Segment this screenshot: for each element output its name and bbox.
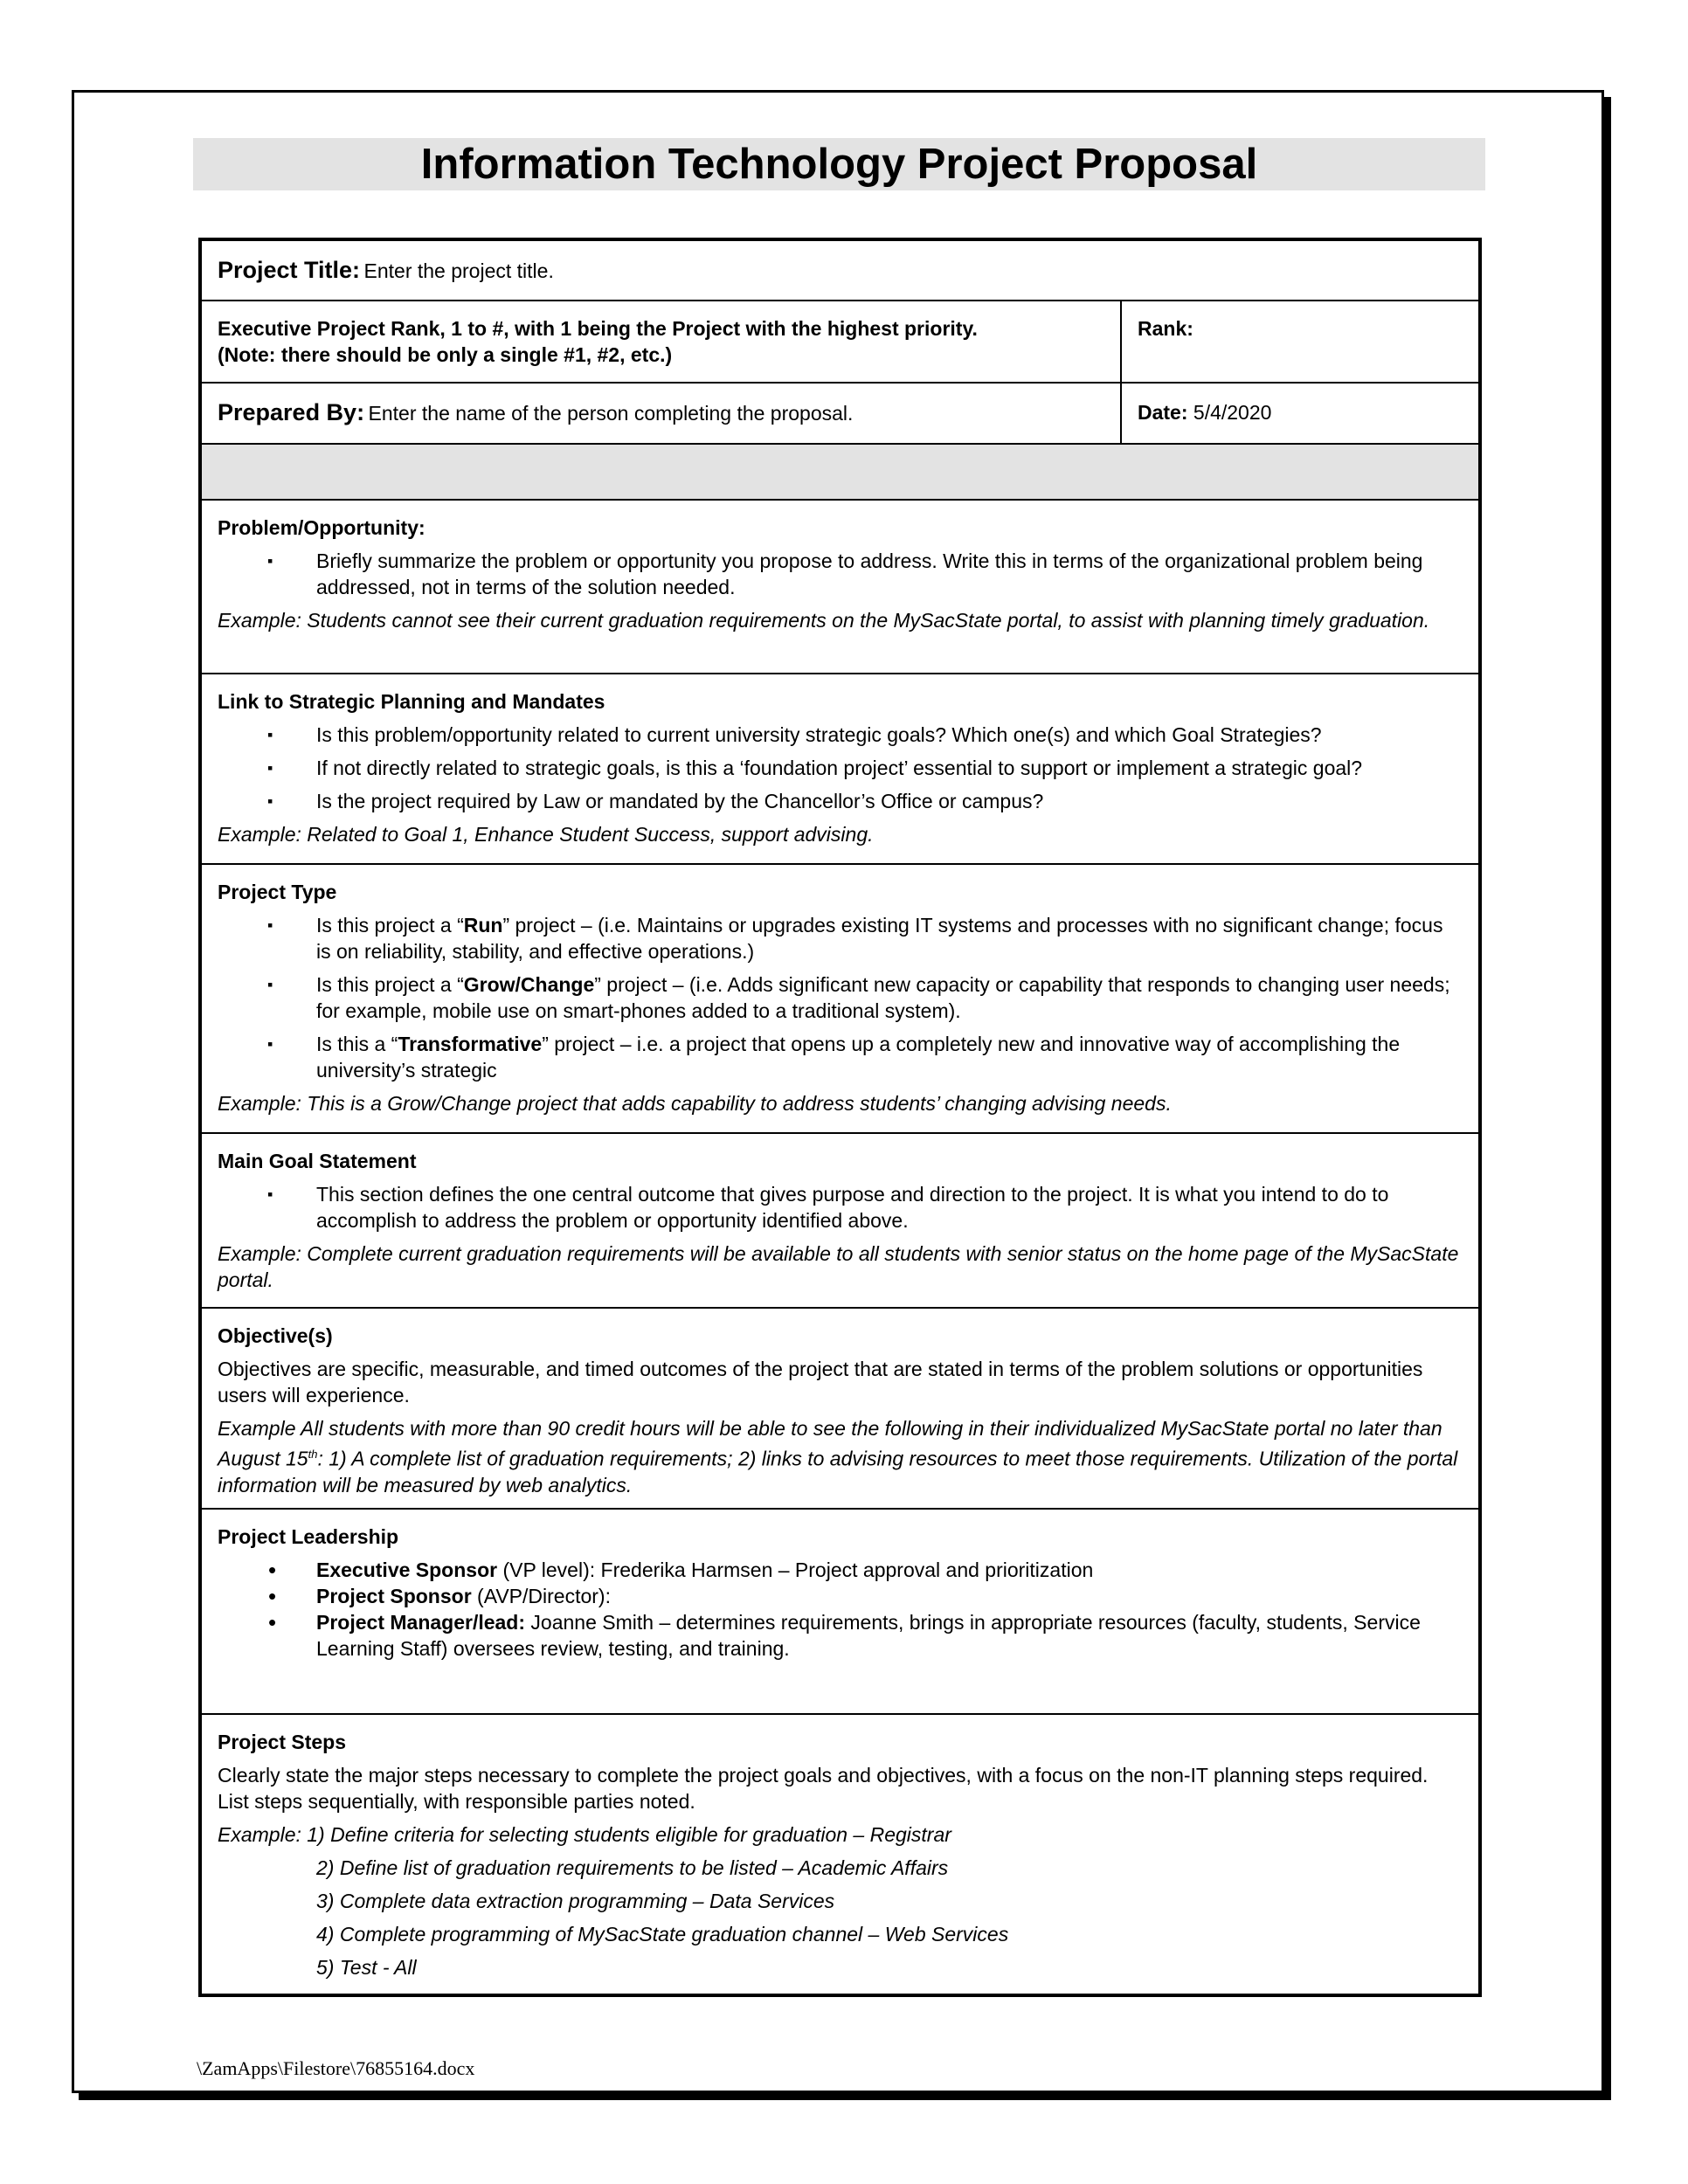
project-type-example: Example: This is a Grow/Change project that adds capability to address students’ changing advising needs. — [218, 1092, 1172, 1115]
gray-divider-row — [202, 445, 1478, 501]
steps-section — [202, 1715, 1478, 1994]
steps-list — [218, 1821, 1463, 1980]
problem-heading: Problem/Opportunity: — [218, 516, 425, 539]
strategic-example: Example: Related to Goal 1, Enhance Student Success, support advising. — [218, 823, 874, 846]
page-title: Information Technology Project Proposal — [420, 141, 1258, 188]
step-4: 4) Complete programming of MySacState graduation channel – Web Services — [316, 1923, 1009, 1946]
strategic-bullet-3: ▪ Is the project required by Law or mandated by the Chancellor’s Office or campus? — [218, 788, 1463, 814]
objectives-example: Example All students with more than 90 credit hours will be able to see the following in their individualized MySacState portal no later than August 15th: 1) A complete list of graduation requirements; 2) links to advising resources to meet those requirements. Utilization of the portal information will be measured by web analytics. — [218, 1417, 1458, 1496]
footer-file-path: \ZamApps\Filestore\76855164.docx — [197, 2057, 475, 2079]
problem-bullet-1: ▪ Briefly summarize the problem or opportunity you propose to address. Write this in terms of the organizational problem being addressed, not in terms of the solution needed. — [218, 548, 1463, 600]
goal-heading: Main Goal Statement — [218, 1150, 417, 1172]
project-type-heading: Project Type — [218, 881, 337, 903]
goal-section — [202, 1134, 1478, 1309]
steps-heading: Project Steps — [218, 1731, 346, 1753]
problem-example: Example: Students cannot see their current graduation requirements on the MySacState portal, to assist with planning timely graduation. — [218, 609, 1430, 632]
problem-section — [202, 501, 1478, 674]
leadership-heading: Project Leadership — [218, 1525, 399, 1548]
project-title-value[interactable]: Enter the project title. — [363, 259, 554, 282]
rank-row — [202, 301, 1478, 384]
leadership-section — [202, 1510, 1478, 1715]
project-title-row — [202, 241, 1478, 301]
title-bar — [193, 138, 1485, 190]
project-type-bullet-run: ▪ Is this project a “Run” project – (i.e. Maintains or upgrades existing IT systems and processes with no significant change; focus is on reliability, stability, and effective operations.) — [218, 912, 1463, 964]
leadership-project-sponsor: • Project Sponsor (AVP/Director): — [218, 1583, 1463, 1609]
strategic-bullet-1: ▪ Is this problem/opportunity related to current university strategic goals? Which one(s) and which Goal Strategies? — [218, 722, 1463, 748]
strategic-bullet-2: ▪ If not directly related to strategic goals, is this a ‘foundation project’ essential to support or implement a strategic goal? — [218, 755, 1463, 781]
step-3: 3) Complete data extraction programming – Data Services — [316, 1890, 835, 1912]
rank-cell[interactable] — [1120, 301, 1478, 382]
strategic-section — [202, 674, 1478, 865]
date-value: 5/4/2020 — [1193, 401, 1272, 424]
steps-text: Clearly state the major steps necessary to complete the project goals and objectives, with a focus on the non-IT planning steps required. List steps sequentially, with responsible parties noted. — [218, 1764, 1429, 1813]
project-type-section — [202, 865, 1478, 1134]
objectives-section — [202, 1309, 1478, 1510]
project-type-bullet-grow: ▪ Is this project a “Grow/Change” project – (i.e. Adds significant new capacity or capability that responds to changing user needs; for example, mobile use on smart-phones added to a traditional system). — [218, 971, 1463, 1024]
leadership-project-manager: • Project Manager/lead: Joanne Smith – determines requirements, brings in appropriate resources (faculty, students, Service Learning Staff) oversees review, testing, and training. — [218, 1609, 1463, 1662]
rank-line-1: Executive Project Rank, 1 to #, with 1 being the Project with the highest priority. — [218, 317, 978, 340]
step-5: 5) Test - All — [316, 1956, 417, 1979]
prepared-by-row — [202, 384, 1478, 445]
project-title-label: Project Title: — [218, 257, 361, 283]
rank-line-2: (Note: there should be only a single #1, #2, etc.) — [218, 343, 673, 366]
prepared-by-label: Prepared By: — [218, 399, 365, 425]
goal-example: Example: Complete current graduation requirements will be available to all students with senior status on the home page of the MySacState portal. — [218, 1242, 1459, 1291]
objectives-heading: Objective(s) — [218, 1324, 333, 1347]
date-label: Date: — [1138, 401, 1188, 424]
objectives-text: Objectives are specific, measurable, and timed outcomes of the project that are stated in terms of the problem solutions or opportunities users will experience. — [218, 1358, 1423, 1406]
proposal-table — [198, 238, 1482, 1997]
leadership-executive-sponsor: • Executive Sponsor (VP level): Frederika Harmsen – Project approval and prioritization — [218, 1557, 1463, 1583]
date-cell[interactable] — [1120, 384, 1478, 443]
strategic-heading: Link to Strategic Planning and Mandates — [218, 690, 605, 713]
step-2: 2) Define list of graduation requirements to be listed – Academic Affairs — [316, 1856, 949, 1879]
rank-description — [202, 301, 1120, 382]
prepared-by-value[interactable]: Enter the name of the person completing the proposal. — [368, 402, 854, 425]
goal-bullet-1: ▪ This section defines the one central outcome that gives purpose and direction to the project. It is what you intend to do to accomplish to address the problem or opportunity identified above. — [218, 1181, 1463, 1234]
project-type-bullet-transformative: ▪ Is this a “Transformative” project – i.e. a project that opens up a completely new and innovative way of accomplishing the university’s strategic — [218, 1031, 1463, 1083]
step-1: Example: 1) Define criteria for selecting students eligible for graduation – Registrar — [218, 1823, 951, 1846]
rank-label: Rank: — [1138, 317, 1193, 340]
